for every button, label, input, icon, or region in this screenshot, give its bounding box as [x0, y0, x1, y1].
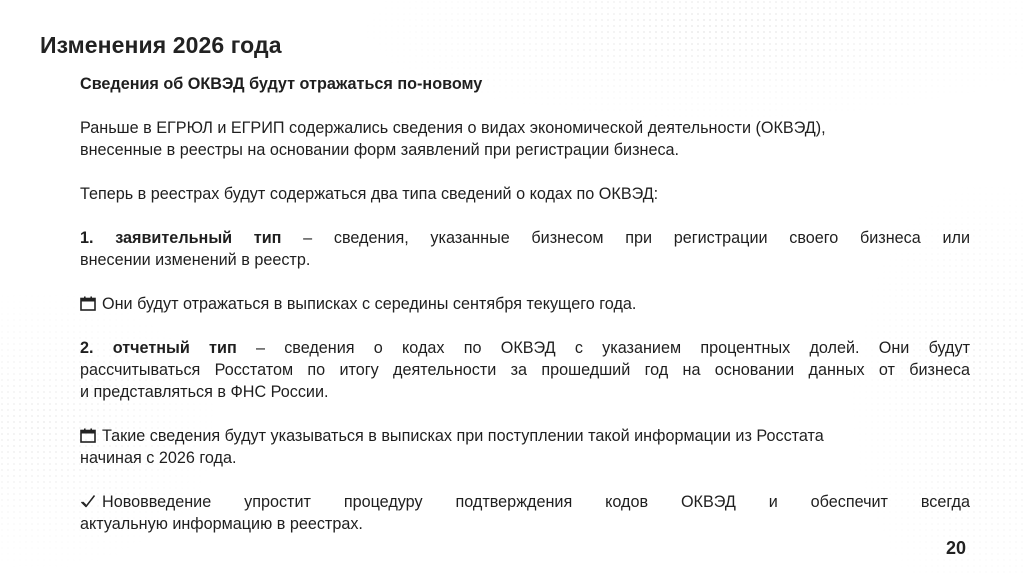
page-number: 20 [945, 538, 966, 558]
paragraph-before [80, 117, 970, 161]
note-line: начиная с 2026 года. [80, 449, 237, 467]
list-item-line: рассчитываться Росстатом по итогу деятельности за прошедший год на основании данных от бизнеса [80, 361, 970, 379]
note-reporting [80, 425, 970, 469]
note-text: Они будут отражаться в выписках с середины сентября текущего года. [102, 295, 637, 313]
slide-subtitle: Сведения об ОКВЭД будут отражаться по-новому [80, 75, 483, 93]
list-item-line: 1. заявительный тип – сведения, указанные бизнесом при регистрации своего бизнеса или [80, 229, 970, 247]
list-item-label: 1. заявительный тип [80, 229, 282, 247]
checkmark-icon [80, 494, 96, 509]
list-item-label: 2. отчетный тип [80, 339, 237, 357]
note-declarative [80, 293, 970, 315]
slide-title: Изменения 2026 года [40, 32, 282, 58]
conclusion-line: актуальную информацию в реестрах. [80, 515, 363, 533]
slide-content [80, 73, 970, 557]
paragraph-line: Раньше в ЕГРЮЛ и ЕГРИП содержались сведения о видах экономической деятельности (ОКВЭД), [80, 119, 826, 137]
list-item-line: внесении изменений в реестр. [80, 251, 311, 269]
list-item-declarative-type [80, 227, 970, 271]
note-line: Такие сведения будут указываться в выписках при поступлении такой информации из Росстата [80, 425, 970, 447]
calendar-icon [80, 296, 96, 311]
conclusion [80, 491, 970, 535]
list-item-reporting-type [80, 337, 970, 403]
paragraph-now: Теперь в реестрах будут содержаться два типа сведений о кодах по ОКВЭД: [80, 185, 659, 203]
calendar-icon [80, 428, 96, 443]
list-item-line: и представляться в ФНС России. [80, 383, 329, 401]
list-item-line: 2. отчетный тип – сведения о кодах по ОКВЭД с указанием процентных долей. Они будут [80, 339, 970, 357]
paragraph-line: внесенные в реестры на основании форм заявлений при регистрации бизнеса. [80, 141, 680, 159]
conclusion-line: Нововведение упростит процедуру подтверждения кодов ОКВЭД и обеспечит всегда [80, 491, 970, 513]
